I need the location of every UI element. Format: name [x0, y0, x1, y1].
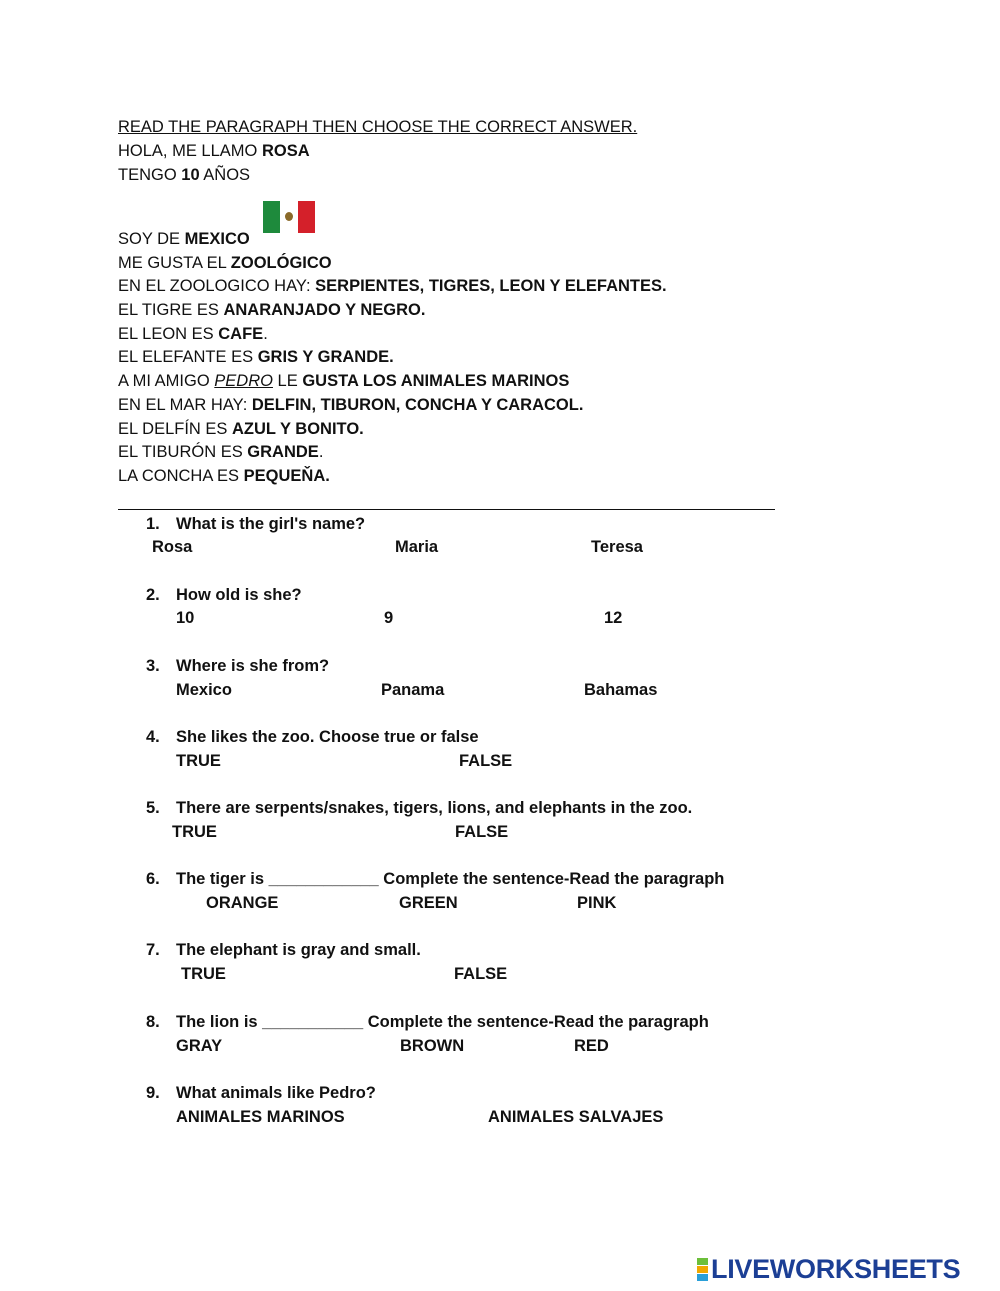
paragraph-line: EN EL MAR HAY: DELFIN, TIBURON, CONCHA Y CARACOL.: [118, 396, 584, 414]
answer-option[interactable]: Bahamas: [584, 681, 658, 699]
liveworksheets-logo: [697, 1254, 960, 1284]
answer-option[interactable]: 12: [604, 609, 623, 627]
question-text: The tiger is ____________ Complete the sentence-Read the paragraph: [176, 870, 725, 888]
paragraph-line: EL TIGRE ES ANARANJADO Y NEGRO.: [118, 301, 426, 319]
question-number: 2.: [146, 586, 160, 604]
question-text: How old is she?: [176, 586, 302, 604]
answer-option[interactable]: 9: [384, 609, 394, 627]
answer-option[interactable]: Mexico: [176, 681, 232, 699]
paragraph-line: EL TIBURÓN ES GRANDE.: [118, 443, 324, 461]
question-number: 4.: [146, 728, 160, 746]
question-text: What is the girl's name?: [176, 515, 366, 533]
question-number: 7.: [146, 941, 160, 959]
paragraph-line: SOY DE MEXICO: [118, 230, 250, 248]
paragraph-line: EL DELFÍN ES AZUL Y BONITO.: [118, 420, 364, 438]
answer-option[interactable]: PINK: [577, 894, 617, 912]
paragraph-line: TENGO 10 AÑOS: [118, 166, 251, 184]
question-number: 5.: [146, 799, 160, 817]
question-number: 9.: [146, 1084, 160, 1102]
answer-option[interactable]: BROWN: [400, 1037, 465, 1055]
paragraph-line: HOLA, ME LLAMO ROSA: [118, 142, 310, 160]
answer-option[interactable]: ANIMALES SALVAJES: [488, 1108, 664, 1126]
question-text: Where is she from?: [176, 657, 330, 675]
paragraph-line: EL ELEFANTE ES GRIS Y GRANDE.: [118, 348, 394, 366]
paragraph-line: ME GUSTA EL ZOOLÓGICO: [118, 254, 332, 272]
brand-name: LIVEWORKSHEETS: [711, 1253, 961, 1284]
question-text: What animals like Pedro?: [176, 1084, 376, 1102]
question-number: 3.: [146, 657, 160, 675]
answer-option[interactable]: GRAY: [176, 1037, 223, 1055]
paragraph-line: EN EL ZOOLOGICO HAY: SERPIENTES, TIGRES, LEON Y ELEFANTES.: [118, 277, 667, 295]
answer-option[interactable]: TRUE: [172, 823, 217, 841]
answer-option[interactable]: ANIMALES MARINOS: [176, 1108, 345, 1126]
logo-cubes-icon: [697, 1258, 708, 1281]
question-number: 8.: [146, 1013, 160, 1031]
question-text: The elephant is gray and small.: [176, 941, 421, 959]
question-number: 6.: [146, 870, 160, 888]
question-text: She likes the zoo. Choose true or false: [176, 728, 479, 746]
answer-option[interactable]: FALSE: [459, 752, 513, 770]
answer-option[interactable]: GREEN: [399, 894, 458, 912]
divider: [118, 509, 775, 510]
instruction: READ THE PARAGRAPH THEN CHOOSE THE CORRECT ANSWER.: [118, 118, 638, 136]
answer-option[interactable]: Rosa: [152, 538, 193, 556]
answer-option[interactable]: TRUE: [176, 752, 221, 770]
answer-option[interactable]: 10: [176, 609, 195, 627]
answer-option[interactable]: Teresa: [591, 538, 643, 556]
answer-option[interactable]: ORANGE: [206, 894, 279, 912]
answer-option[interactable]: FALSE: [454, 965, 508, 983]
answer-option[interactable]: RED: [574, 1037, 609, 1055]
paragraph-line: EL LEON ES CAFE.: [118, 325, 268, 343]
answer-option[interactable]: TRUE: [181, 965, 226, 983]
question-text: The lion is ___________ Complete the sentence-Read the paragraph: [176, 1013, 709, 1031]
answer-option[interactable]: Maria: [395, 538, 439, 556]
question-text: There are serpents/snakes, tigers, lions, and elephants in the zoo.: [176, 799, 693, 817]
answer-option[interactable]: FALSE: [455, 823, 509, 841]
mexico-flag-icon: [263, 201, 315, 233]
paragraph-line: A MI AMIGO PEDRO LE GUSTA LOS ANIMALES MARINOS: [118, 372, 570, 390]
question-number: 1.: [146, 515, 160, 533]
answer-option[interactable]: Panama: [381, 681, 445, 699]
paragraph-line: LA CONCHA ES PEQUEŇA.: [118, 467, 330, 485]
